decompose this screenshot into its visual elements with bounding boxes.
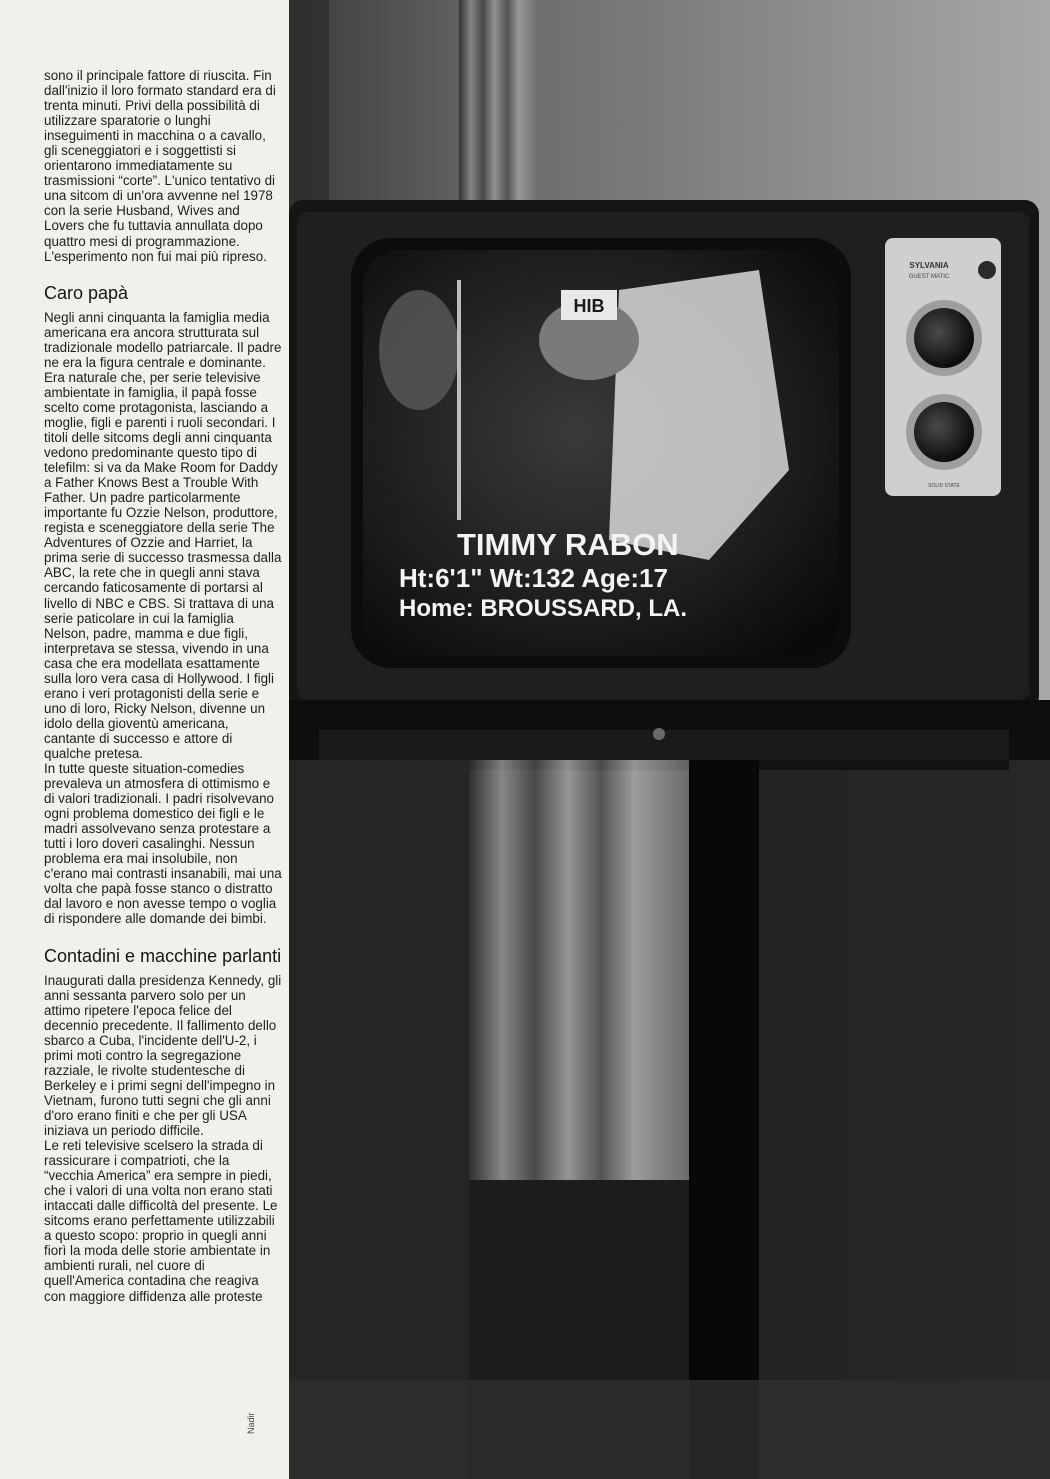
carpet	[289, 1380, 1050, 1479]
channel-knob	[914, 308, 974, 368]
section-heading-caro-papa: Caro papà	[44, 282, 129, 303]
intro-paragraph: sono il principale fattore di riuscita. Fin dall'inizio il loro formato standard era di trenta minuti. Privi della possibilità di utilizzare sparatorie o lunghi inseguimenti in macchina o a cavallo, gli sceneggiatori e i soggettisti si orientarono immediatamente su trasmissioni “corte”. L'unico tentativo di una sitcom di un'ora avvenne nel 1978 con la serie Husband, Wives and Lovers che fu tuttavia annullata dopo quattro mesi di programmazione. L'esperimento non fui mai più ripreso.	[44, 68, 276, 264]
tv-brand: SYLVANIA	[909, 261, 949, 270]
body-paragraph: Le reti televisive scelsero la strada di rassicurare i compatrioti, che la “vecchia America” era sempre in piedi, che i valori di una volta non erano stati intaccati dalle difficoltà del presente. Le sitcoms erano perfettamente utilizzabili a questo scopo: proprio in quegli anni fiorì la moda delle storie ambientate in ambienti rurali, nel cuore di quell'America contadina che reagiva con maggiore diffidenza alle proteste	[44, 1138, 278, 1304]
screen-caption-line-1: TIMMY RABON	[457, 527, 679, 562]
tv-photograph	[289, 0, 1050, 1479]
section-heading-contadini: Contadini e macchine parlanti	[44, 945, 282, 966]
screen-caption-line-3: Home: BROUSSARD, LA.	[399, 595, 688, 622]
body-paragraph: Inaugurati dalla presidenza Kennedy, gli anni sessanta parvero solo per un attimo ripetere l'epoca felice del decennio precedente. Il fallimento dello sbarco a Cuba, l'incidente dell'U-2, i primi moti contro la segregazione razziale, le rivolte studentesche di Berkeley e i primi segni dell'impegno in Vietnam, furono tutti segni che gli anni d'oro erano finiti e che per gli USA iniziava un periodo difficile.	[44, 972, 282, 1138]
tv-set	[289, 200, 1039, 710]
screen-caption-line-2: Ht:6'1" Wt:132 Age:17	[399, 563, 668, 593]
article-column	[44, 68, 282, 1304]
tv-model: GUEST MATIC	[908, 274, 950, 280]
tv-badge: SOLID STATE	[928, 483, 960, 489]
photo-credit: Nadir	[246, 1412, 256, 1434]
tv-photograph-illustration	[289, 0, 1050, 1479]
power-button	[978, 261, 996, 279]
body-paragraph: In tutte queste situation-comedies prevaleva un atmosfera di ottimismo e di valori tradizionali. I padri risolvevano ogni problema domestico dei figli e le madri assolvevano senza protestare a tutti i loro doveri casalinghi. Nessun problema era mai insolubile, non c'erano mai contrasti insanabili, mai una volta che papà fosse stanco o distratto dal lavoro e non avesse tempo o voglia di rispondere alle domande dei bimbi.	[44, 761, 282, 927]
curtain	[469, 760, 689, 1180]
cap-logo: HIB	[573, 296, 605, 316]
uhf-knob	[914, 402, 974, 462]
body-paragraph: Negli anni cinquanta la famiglia media americana era ancora strutturata sul tradizionale modello patriarcale. Il padre ne era la figura centrale e dominante. Era naturale che, per serie televisive ambientate in famiglia, il papà fosse scelto come protagonista, lasciando a moglie, figli e parenti i ruoli secondari. I titoli delle sitcoms degli anni cinquanta vedono predominante questo tipo di telefilm: si va da Make Room for Daddy a Father Knows Best a Trouble With Father. Un padre particolarmente importante fu Ozzie Nelson, produttore, regista e sceneggiatore della serie The Adventures of Ozzie and Harriet, la prima serie di successo trasmessa dalla ABC, la rete che in quegli anni stava cercando faticosamente di portarsi al livello di NBC e CBS. Si trattava di una serie paticolare in cui la famiglia Nelson, padre, mamma e due figli, interpretava se stessa, vivendo in una casa che era modellata esattamente sulla loro vera casa di Hollywood. I figli erano i veri protagonisti della serie e uno di loro, Ricky Nelson, divenne un idolo della gioventù americana, cantante di successo e attore di qualche pretesa.	[44, 309, 282, 761]
